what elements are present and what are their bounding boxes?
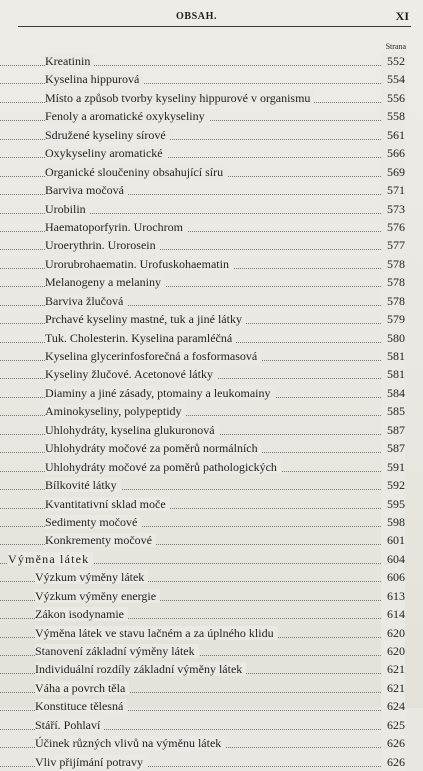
running-title: OBSAH. xyxy=(176,11,218,22)
toc-entry xyxy=(0,476,423,494)
toc-entry xyxy=(0,531,423,549)
toc-entry-page: 552 xyxy=(381,52,405,70)
toc-entry-page: 626 xyxy=(381,753,405,771)
toc-entry-page: 620 xyxy=(381,624,405,642)
toc-entry-label: Konkrementy močové xyxy=(45,533,156,547)
toc-entry-page: 566 xyxy=(381,144,405,162)
toc-entry-label: Stáří. Pohlaví xyxy=(35,718,104,732)
toc-entry-page: 604 xyxy=(381,550,405,568)
toc-entry-label: Barviva močová xyxy=(45,183,128,197)
toc-entry-label-wrap xyxy=(45,126,170,144)
toc-entry-label: Uroerythrin. Urorosein xyxy=(45,238,160,252)
toc-entry-label: Barviva žlučová xyxy=(45,294,127,308)
toc-entry xyxy=(0,329,423,347)
toc-entry-label: Vliv přijímání potravy xyxy=(35,755,147,769)
toc-entry-label-wrap xyxy=(35,642,199,660)
toc-entry-label-wrap xyxy=(45,273,165,291)
toc-entry-page: 569 xyxy=(381,163,405,181)
toc-entry-label-wrap xyxy=(45,495,170,513)
toc-entry-page: 621 xyxy=(381,679,405,697)
toc-entry-label-wrap xyxy=(45,365,217,383)
page-number: XI xyxy=(395,9,409,23)
toc-entry xyxy=(0,642,423,660)
toc-entry-page: 591 xyxy=(381,458,405,476)
toc-entry-label-wrap xyxy=(45,439,262,457)
toc-entry-page: 601 xyxy=(381,531,405,549)
toc-entry-label: Haematoporfyrin. Urochrom xyxy=(45,220,187,234)
toc-entry-label-wrap xyxy=(45,310,246,328)
toc-entry-label-wrap xyxy=(45,218,187,236)
toc-entry-label-wrap xyxy=(35,605,128,623)
toc-entry-label: Účinek různých vlivů na výměnu látek xyxy=(35,736,225,750)
toc-entry-page: 580 xyxy=(381,329,405,347)
table-of-contents xyxy=(0,52,423,771)
toc-entry-page: 624 xyxy=(381,697,405,715)
toc-entry-label: Uhlohydráty, kyselina glukuronová xyxy=(45,423,219,437)
toc-entry-label-wrap xyxy=(35,753,147,771)
toc-entry-label: Aminokyseliny, polypeptidy xyxy=(45,404,186,418)
toc-entry-label-wrap xyxy=(45,107,209,125)
toc-entry xyxy=(0,587,423,605)
toc-entry-page: 592 xyxy=(381,476,405,494)
toc-entry-label: Uhlohydráty močové za poměrů normálních xyxy=(45,441,262,455)
toc-entry-label: Kvantitativní sklad moče xyxy=(45,497,170,511)
toc-entry-page: 579 xyxy=(381,310,405,328)
toc-entry xyxy=(0,660,423,678)
toc-entry-label-wrap xyxy=(45,513,141,531)
toc-entry-label-wrap xyxy=(45,70,143,88)
toc-entry xyxy=(0,458,423,476)
toc-entry-label: Váha a povrch těla xyxy=(35,681,129,695)
toc-entry-label-wrap xyxy=(45,163,227,181)
toc-entry-label: Fenoly a aromatické oxykyseliny xyxy=(45,109,209,123)
toc-entry-page: 578 xyxy=(381,255,405,273)
toc-entry xyxy=(0,716,423,734)
toc-entry-label: Melanogeny a melaniny xyxy=(45,275,165,289)
toc-entry-label-wrap xyxy=(45,347,261,365)
toc-entry-label: Výzkum výměny látek xyxy=(35,570,148,584)
toc-entry-page: 581 xyxy=(381,347,405,365)
toc-entry-label: Kreatinin xyxy=(45,54,94,68)
toc-entry-label-wrap xyxy=(45,421,219,439)
toc-entry-label: Sedimenty močové xyxy=(45,515,141,529)
toc-entry-page: 606 xyxy=(381,568,405,586)
toc-entry-page: 561 xyxy=(381,126,405,144)
toc-entry-label-wrap xyxy=(45,236,160,254)
toc-entry-page: 598 xyxy=(381,513,405,531)
toc-entry-label-wrap xyxy=(45,402,186,420)
toc-entry xyxy=(0,144,423,162)
toc-entry-label-wrap xyxy=(35,568,148,586)
toc-entry-page: 576 xyxy=(381,218,405,236)
toc-entry-label: Konstituce tělesná xyxy=(35,699,127,713)
toc-entry-label-wrap xyxy=(45,476,121,494)
toc-entry-label: Individuální rozdíly základní výměny látek xyxy=(35,662,246,676)
toc-entry xyxy=(0,605,423,623)
toc-entry-label-wrap xyxy=(45,329,236,347)
toc-entry xyxy=(0,255,423,273)
toc-entry-label: Organické sloučeniny obsahující síru xyxy=(45,165,227,179)
toc-entry-label-wrap xyxy=(8,550,93,568)
toc-entry-label: Oxykyseliny aromatické xyxy=(45,146,167,160)
toc-entry-page: 571 xyxy=(381,181,405,199)
toc-entry xyxy=(0,439,423,457)
toc-entry-label: Výměna látek xyxy=(8,552,93,566)
toc-entry xyxy=(0,550,423,568)
toc-entry xyxy=(0,70,423,88)
toc-entry-page: 620 xyxy=(381,642,405,660)
toc-entry-label: Diaminy a jiné zásady, ptomainy a leukomainy xyxy=(45,386,275,400)
toc-entry-label: Kyselina hippurová xyxy=(45,72,143,86)
toc-entry xyxy=(0,402,423,420)
toc-entry-page: 578 xyxy=(381,273,405,291)
toc-entry-label-wrap xyxy=(45,89,314,107)
toc-entry-label: Prchavé kyseliny mastné, tuk a jiné látky xyxy=(45,312,246,326)
toc-entry xyxy=(0,200,423,218)
toc-entry-page: 581 xyxy=(381,365,405,383)
toc-entry-page: 621 xyxy=(381,660,405,678)
toc-entry xyxy=(0,52,423,70)
toc-entry-label-wrap xyxy=(45,384,275,402)
toc-entry xyxy=(0,421,423,439)
toc-entry xyxy=(0,89,423,107)
toc-entry-label-wrap xyxy=(35,587,160,605)
toc-entry xyxy=(0,236,423,254)
toc-entry-page: 587 xyxy=(381,421,405,439)
toc-entry-label-wrap xyxy=(45,52,94,70)
toc-entry-label-wrap xyxy=(45,255,233,273)
toc-entry-label-wrap xyxy=(45,458,281,476)
toc-entry-page: 613 xyxy=(381,587,405,605)
toc-entry-label: Kyselina glycerinfosforečná a fosformasová xyxy=(45,349,261,363)
toc-entry xyxy=(0,163,423,181)
toc-entry-label: Uhlohydráty močové za poměrů pathologických xyxy=(45,460,281,474)
toc-entry xyxy=(0,384,423,402)
toc-entry-page: 578 xyxy=(381,292,405,310)
toc-entry xyxy=(0,568,423,586)
toc-entry-page: 625 xyxy=(381,716,405,734)
toc-entry-page: 587 xyxy=(381,439,405,457)
page-header xyxy=(0,0,423,28)
toc-entry-page: 584 xyxy=(381,384,405,402)
toc-entry xyxy=(0,310,423,328)
toc-entry-label-wrap xyxy=(35,716,104,734)
toc-entry xyxy=(0,347,423,365)
toc-entry-label-wrap xyxy=(35,679,129,697)
page-column-heading: Strana xyxy=(385,42,406,51)
toc-entry xyxy=(0,679,423,697)
toc-entry-label: Výměna látek ve stavu lačném a za úplného klidu xyxy=(35,626,278,640)
toc-entry-page: 595 xyxy=(381,495,405,513)
toc-entry xyxy=(0,292,423,310)
toc-entry-label: Urobilin xyxy=(45,202,90,216)
toc-entry-label-wrap xyxy=(35,624,278,642)
toc-entry-label-wrap xyxy=(45,531,156,549)
toc-entry xyxy=(0,273,423,291)
toc-entry-page: 554 xyxy=(381,70,405,88)
toc-entry-label: Sdružené kyseliny sírové xyxy=(45,128,170,142)
toc-entry-label-wrap xyxy=(45,144,167,162)
toc-entry-page: 573 xyxy=(381,200,405,218)
toc-entry-label-wrap xyxy=(35,734,225,752)
toc-entry-page: 556 xyxy=(381,89,405,107)
toc-entry-page: 577 xyxy=(381,236,405,254)
header-rule xyxy=(18,26,411,27)
toc-entry-label-wrap xyxy=(45,181,128,199)
toc-entry xyxy=(0,495,423,513)
toc-entry-label: Urorubrohaematin. Urofuskohaematin xyxy=(45,257,233,271)
toc-entry-label: Kyseliny žlučové. Acetonové látky xyxy=(45,367,217,381)
toc-entry-label-wrap xyxy=(35,697,127,715)
toc-entry xyxy=(0,753,423,771)
toc-entry-label-wrap xyxy=(45,200,90,218)
toc-entry-label: Zákon isodynamie xyxy=(35,607,128,621)
toc-entry-label: Tuk. Cholesterin. Kyselina paramléčná xyxy=(45,331,236,345)
toc-entry xyxy=(0,107,423,125)
toc-entry xyxy=(0,218,423,236)
toc-entry-page: 585 xyxy=(381,402,405,420)
toc-entry-label-wrap xyxy=(45,292,127,310)
toc-entry xyxy=(0,181,423,199)
toc-entry xyxy=(0,513,423,531)
toc-entry xyxy=(0,365,423,383)
toc-entry-label: Výzkum výměny energie xyxy=(35,589,160,603)
toc-entry-label: Bílkovité látky xyxy=(45,478,121,492)
toc-entry xyxy=(0,126,423,144)
toc-entry-page: 626 xyxy=(381,734,405,752)
toc-entry-label: Stanovení základní výměny látek xyxy=(35,644,199,658)
toc-entry-page: 558 xyxy=(381,107,405,125)
toc-entry xyxy=(0,624,423,642)
toc-entry-page: 614 xyxy=(381,605,405,623)
toc-entry-label: Místo a způsob tvorby kyseliny hippurové v organismu xyxy=(45,91,314,105)
toc-entry xyxy=(0,734,423,752)
toc-entry xyxy=(0,697,423,715)
toc-entry-label-wrap xyxy=(35,660,246,678)
